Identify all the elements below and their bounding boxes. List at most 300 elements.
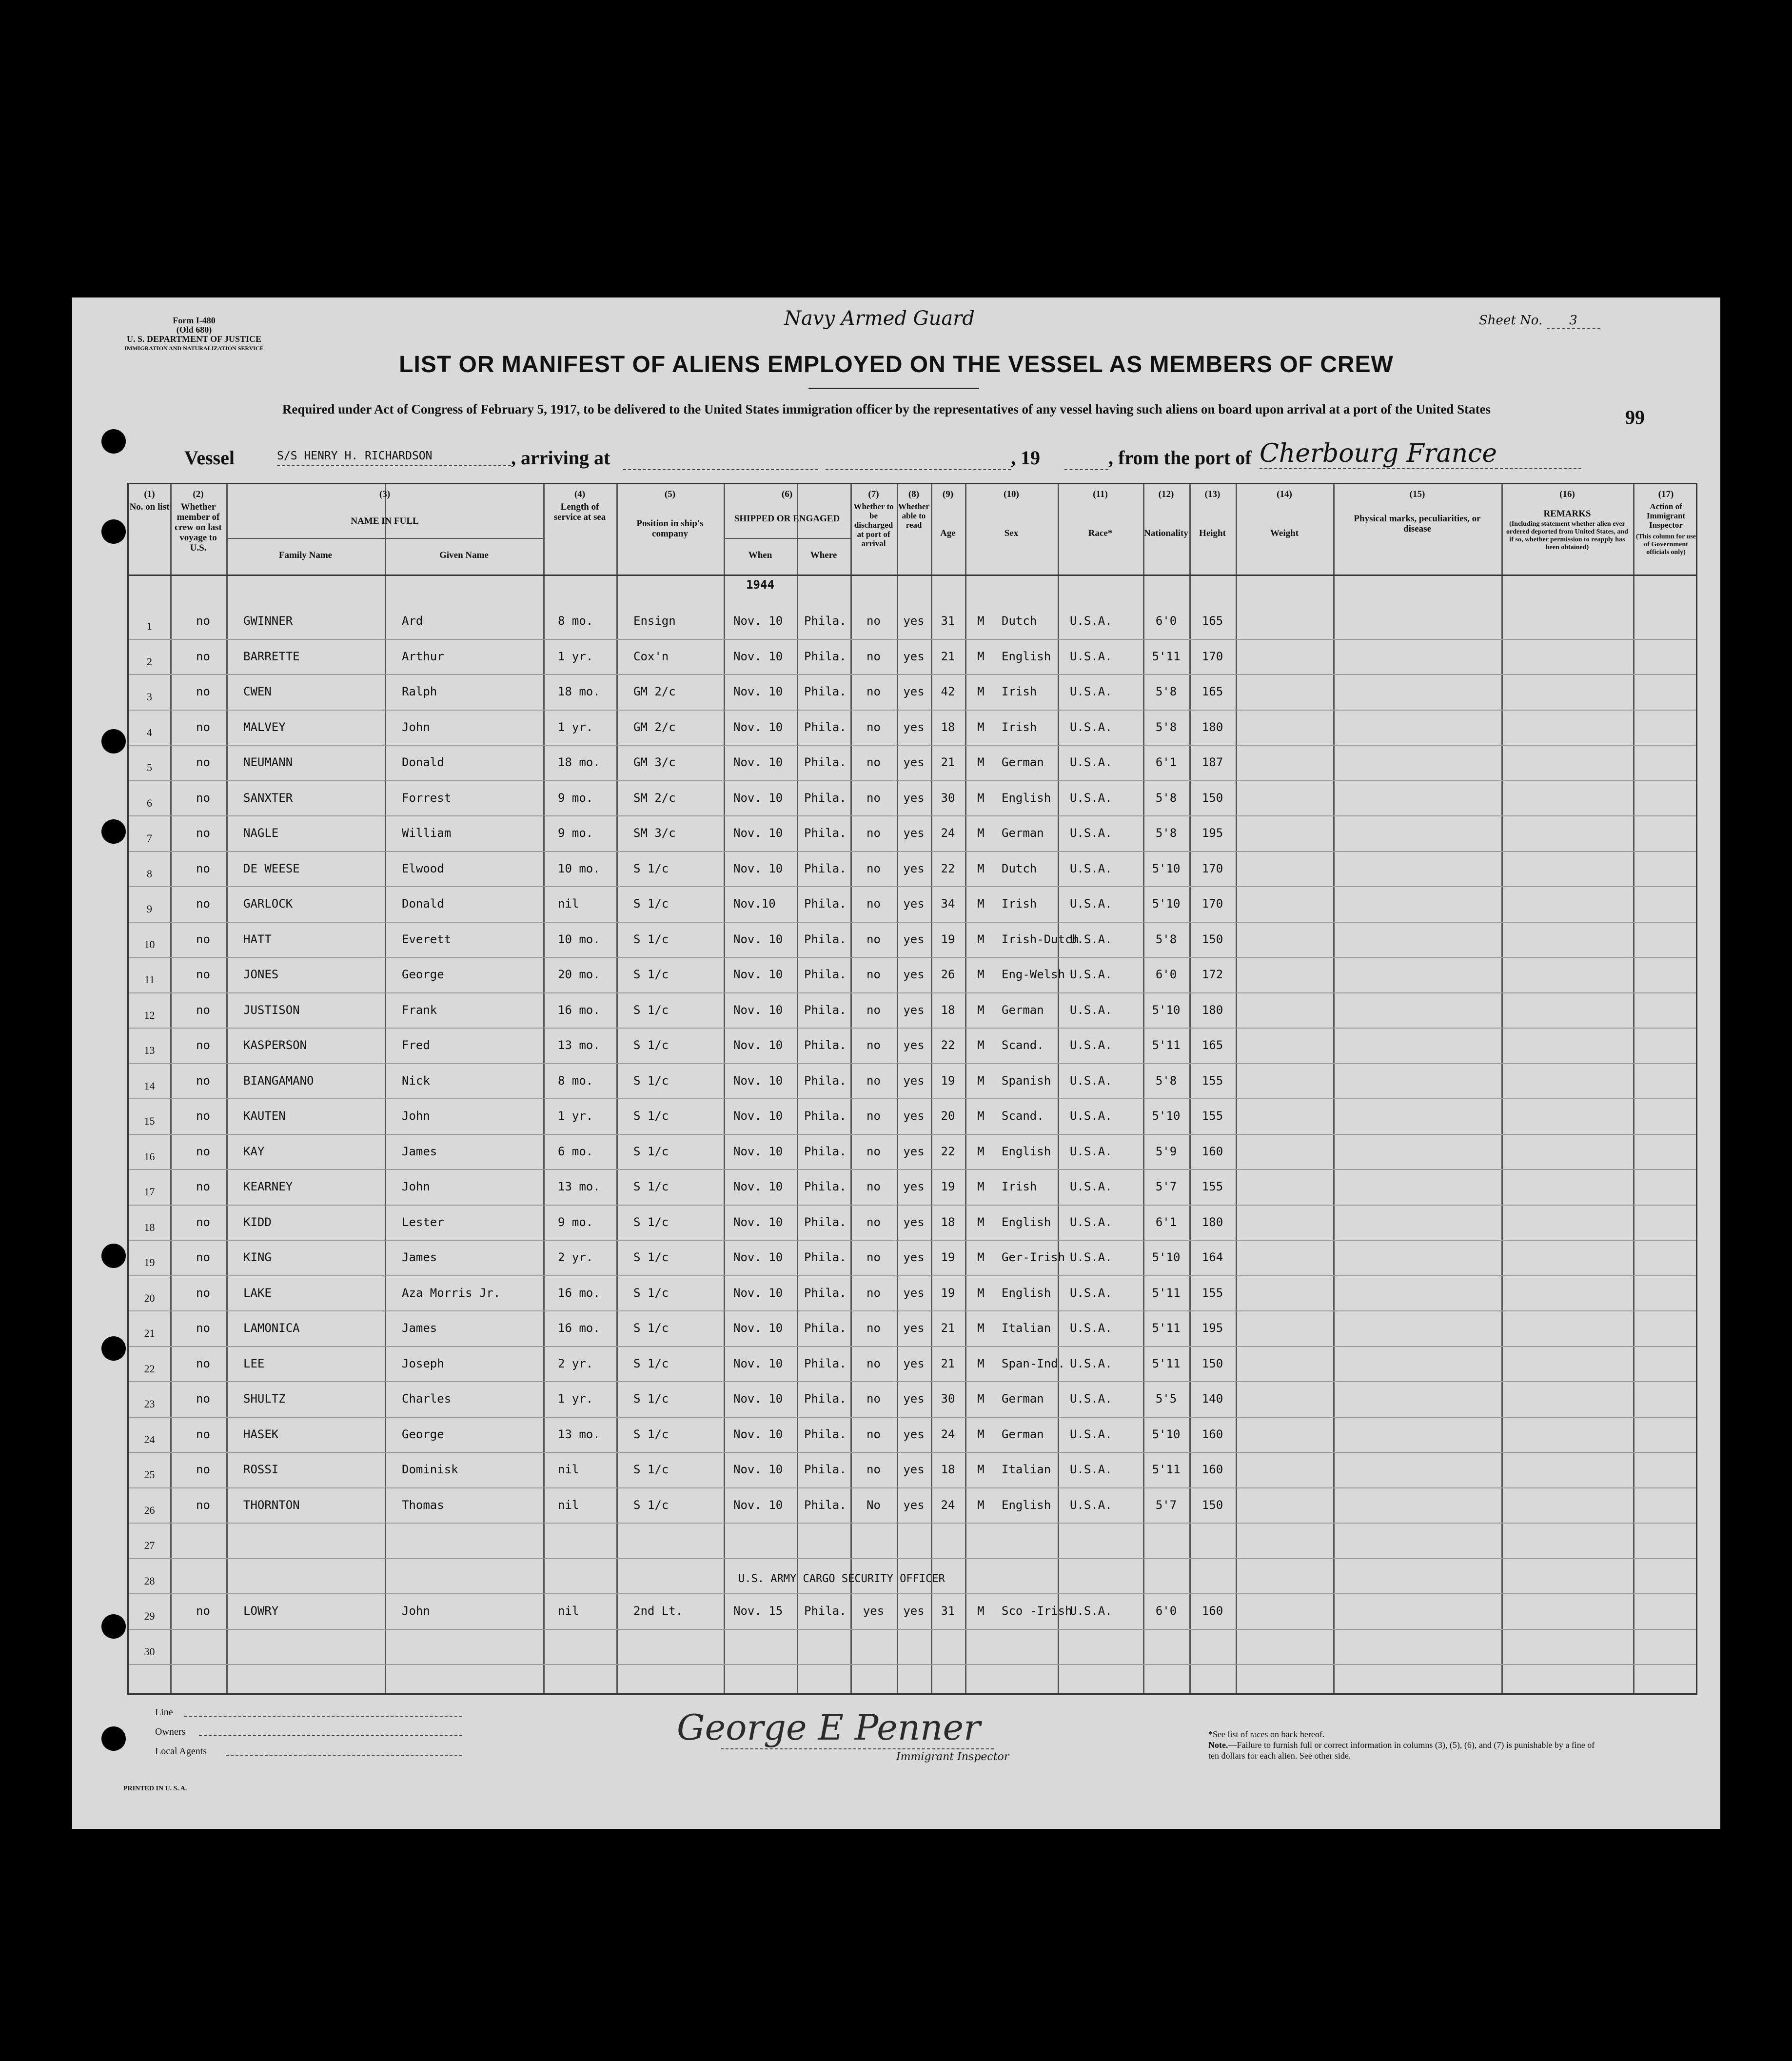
where-header: Where [810,550,837,560]
position-cell: S 1/c [633,1003,669,1017]
shipped-where-cell: Phila. [804,897,847,911]
age-cell: 19 [941,1073,955,1088]
position-cell: SM 2/c [633,791,676,805]
weight-cell: 155 [1201,1073,1223,1088]
col-13-header: Height [1199,528,1226,538]
shipped-when-cell: Nov. 10 [733,1109,783,1123]
prev-voyage-cell: no [196,932,210,946]
family-name-cell: NAGLE [243,826,279,840]
col-3-number: (3) [379,489,391,499]
position-cell: S 1/c [633,1250,669,1264]
race-cell: English [1002,1498,1051,1512]
position-cell: Cox'n [633,649,669,663]
height-cell: 5'9 [1155,1144,1177,1158]
shipped-when-cell: Nov. 10 [733,685,783,698]
sex-cell: M [977,897,985,911]
able-to-read-cell: yes [903,932,925,946]
discharge-cell: no [866,1180,881,1193]
given-name-cell: John [402,1109,430,1123]
weight-cell: 187 [1201,755,1223,769]
col-11-number: (11) [1093,489,1108,499]
family-name-cell: GWINNER [243,614,293,628]
table-row [129,606,1696,635]
col-2-header: Whether member of crew on last voyage to U.S. [175,502,222,553]
table-row [129,1526,1696,1555]
prev-voyage-cell: no [196,1498,210,1512]
service-length-cell: 9 mo. [558,791,593,805]
race-cell: Sco -Irish [1002,1604,1072,1618]
row-number-cell: 26 [144,1504,155,1516]
weight-cell: 155 [1201,1180,1223,1193]
sex-cell: M [977,1427,985,1441]
family-name-cell: KAY [243,1144,265,1158]
age-cell: 22 [941,1144,955,1158]
race-cell: German [1002,826,1044,840]
col-5-number: (5) [664,489,676,499]
sheet-label [1479,313,1600,329]
position-cell: S 1/c [633,1356,669,1370]
weight-cell: 150 [1201,791,1223,805]
binder-hole [101,1726,126,1751]
discharge-cell: no [866,614,881,628]
handwritten-annotation: Navy Armed Guard [784,307,975,330]
discharge-cell: no [866,968,881,981]
shipped-when-cell: Nov. 10 [733,968,783,981]
nationality-cell: U.S.A. [1070,649,1112,663]
family-name-cell: CWEN [243,685,272,698]
race-cell: Irish [1002,720,1037,734]
table-row [129,1490,1696,1520]
age-cell: 21 [941,755,955,769]
printed-in-usa: PRINTED IN U. S. A. [123,1785,187,1792]
nationality-cell: U.S.A. [1070,755,1112,769]
able-to-read-cell: yes [903,1180,925,1193]
position-cell: S 1/c [633,1427,669,1441]
discharge-cell: no [866,1427,881,1441]
able-to-read-cell: yes [903,1498,925,1512]
able-to-read-cell: yes [903,968,925,981]
weight-cell: 140 [1201,1392,1223,1406]
nationality-cell: U.S.A. [1070,1463,1112,1476]
age-cell: 24 [941,1498,955,1512]
shipped-when-cell: Nov. 10 [733,1356,783,1370]
action-note: (This column for use of Government officials only) [1635,533,1696,556]
nationality-cell: U.S.A. [1070,1003,1112,1017]
sex-cell: M [977,755,985,769]
weight-cell: 180 [1201,1003,1223,1017]
sex-cell: M [977,1109,985,1123]
col-15-header: Physical marks, peculiarities, or disease [1354,514,1481,534]
service-length-cell: 20 mo. [558,968,600,981]
family-name-cell: BIANGAMANO [243,1073,314,1088]
nationality-cell: U.S.A. [1070,1109,1112,1123]
row-number-cell: 22 [144,1362,155,1375]
manifest-sheet [72,297,1720,1829]
race-cell: English [1002,791,1051,805]
height-cell: 5'10 [1152,861,1181,875]
height-cell: 6'0 [1155,968,1177,981]
height-cell: 5'8 [1155,826,1177,840]
shipped-where-cell: Phila. [804,1180,847,1193]
height-cell: 5'8 [1155,932,1177,946]
prev-voyage-cell: no [196,649,210,663]
nationality-cell: U.S.A. [1070,1073,1112,1088]
position-cell: Ensign [633,614,676,628]
sheet-number: 3 [1547,313,1600,329]
local-agents-label: Local Agents [155,1746,207,1757]
year-field [1064,469,1108,470]
col-12-number: (12) [1158,489,1174,499]
position-cell: GM 2/c [633,720,676,734]
form-number: Form I-480 [173,316,216,325]
race-cell: Scand. [1002,1038,1044,1052]
height-cell: 5'10 [1152,1250,1181,1264]
shipped-when-cell: Nov. 10 [733,1498,783,1512]
col-5-header: Position in ship's company [636,518,704,539]
sex-cell: M [977,861,985,875]
shipped-where-cell: Phila. [804,1463,847,1476]
row-number-cell: 2 [147,655,152,668]
table-row [129,783,1696,813]
race-cell: German [1002,1392,1044,1406]
height-cell: 5'11 [1152,1463,1181,1476]
weight-cell: 165 [1201,1038,1223,1052]
service-length-cell: 16 mo. [558,1286,600,1300]
year-note: 1944 [746,578,774,592]
shipped-where-cell: Phila. [804,791,847,805]
col-14-number: (14) [1277,489,1292,499]
family-name-cell: KAUTEN [243,1109,286,1123]
given-name-cell: George [402,968,444,981]
able-to-read-cell: yes [903,1109,925,1123]
race-cell: German [1002,1003,1044,1017]
position-cell: S 1/c [633,1215,669,1229]
shipped-when-cell: Nov. 10 [733,1144,783,1158]
nationality-cell: U.S.A. [1070,1498,1112,1512]
table-row [129,1420,1696,1449]
prev-voyage-cell: no [196,614,210,628]
age-cell: 22 [941,861,955,875]
col-16-header: REMARKS [1543,509,1591,519]
row-number-cell: 15 [144,1115,155,1127]
row-number-cell: 28 [144,1574,155,1587]
family-name-cell: KING [243,1250,272,1264]
prev-voyage-cell: no [196,1356,210,1370]
weight-cell: 164 [1201,1250,1223,1264]
shipped-where-cell: Phila. [804,685,847,698]
shipped-when-cell: Nov. 10 [733,861,783,875]
race-cell: Irish [1002,685,1037,698]
discharge-cell: no [866,685,881,698]
shipped-when-cell: Nov. 10 [733,1463,783,1476]
service-length-cell: 18 mo. [558,755,600,769]
height-cell: 5'8 [1155,685,1177,698]
weight-cell: 160 [1201,1463,1223,1476]
weight-cell: 172 [1201,968,1223,981]
weight-cell: 180 [1201,1215,1223,1229]
col-1-number: (1) [144,489,155,499]
service-name: IMMIGRATION AND NATURALIZATION SERVICE [124,345,264,352]
weight-cell: 160 [1201,1144,1223,1158]
local-agents-field [226,1755,462,1756]
position-cell: GM 2/c [633,685,676,698]
row-number-cell: 23 [144,1398,155,1410]
weight-cell: 155 [1201,1286,1223,1300]
discharge-cell: no [866,1109,881,1123]
table-row [129,1101,1696,1130]
service-length-cell: 10 mo. [558,932,600,946]
height-cell: 6'0 [1155,614,1177,628]
able-to-read-cell: yes [903,1250,925,1264]
shipped-where-cell: Phila. [804,1427,847,1441]
given-name-cell: Ard [402,614,423,628]
crew-table [127,483,1697,1695]
table-row [129,1066,1696,1095]
family-name-cell: NEUMANN [243,755,293,769]
col-4-header: Length of service at sea [553,502,606,522]
sex-cell: M [977,1144,985,1158]
sheet-label-text: Sheet No. [1479,313,1543,328]
shipped-where-cell: Phila. [804,614,847,628]
shipped-when-cell: Nov. 15 [733,1604,783,1618]
discharge-cell: no [866,861,881,875]
discharge-cell: no [866,1003,881,1017]
sex-cell: M [977,1463,985,1476]
owners-field [199,1735,462,1736]
sex-cell: M [977,1604,985,1618]
row-number-cell: 5 [147,761,152,773]
race-cell: English [1002,649,1051,663]
nationality-cell: U.S.A. [1070,1250,1112,1264]
service-length-cell: 16 mo. [558,1003,600,1017]
nationality-cell: U.S.A. [1070,614,1112,628]
col-10-number: (10) [1004,489,1019,499]
weight-cell: 165 [1201,614,1223,628]
sex-cell: M [977,614,985,628]
prev-voyage-cell: no [196,1286,210,1300]
row-number-cell: 24 [144,1433,155,1446]
able-to-read-cell: yes [903,1286,925,1300]
row-number-cell: 25 [144,1468,155,1481]
nationality-cell: U.S.A. [1070,932,1112,946]
col-17-number: (17) [1658,489,1674,499]
race-cell: Spanish [1002,1073,1051,1088]
race-cell: Eng-Welsh [1002,968,1065,981]
discharge-cell: no [866,1463,881,1476]
nationality-cell: U.S.A. [1070,861,1112,875]
nationality-cell: U.S.A. [1070,897,1112,911]
family-name-cell: JUSTISON [243,1003,300,1017]
prev-voyage-cell: no [196,720,210,734]
able-to-read-cell: yes [903,1003,925,1017]
nationality-cell: U.S.A. [1070,1215,1112,1229]
row-number-cell: 20 [144,1291,155,1304]
shipped-where-cell: Phila. [804,1356,847,1370]
able-to-read-cell: yes [903,791,925,805]
shipped-where-cell: Phila. [804,1286,847,1300]
height-cell: 5'11 [1152,1356,1181,1370]
binder-hole [101,819,126,844]
shipped-where-cell: Phila. [804,1109,847,1123]
given-name-cell: Lester [402,1215,444,1229]
position-cell: S 1/c [633,861,669,875]
weight-cell: 150 [1201,1498,1223,1512]
shipped-when-cell: Nov. 10 [733,932,783,946]
discharge-cell: no [866,1038,881,1052]
prev-voyage-cell: no [196,1144,210,1158]
prev-voyage-cell: no [196,1392,210,1406]
family-name-cell: HATT [243,932,272,946]
from-port: Cherbourg France [1260,439,1581,469]
shipped-when-cell: Nov. 10 [733,1286,783,1300]
shipped-where-cell: Phila. [804,1498,847,1512]
col-15-number: (15) [1409,489,1425,499]
row-number-cell: 11 [144,973,155,986]
race-cell: Ger-Irish [1002,1250,1065,1264]
service-length-cell: 8 mo. [558,1073,593,1088]
race-cell: Irish [1002,1180,1037,1193]
races-note: *See list of races on back hereof. [1208,1729,1325,1739]
col-7-number: (7) [868,489,879,499]
family-name-header: Family Name [278,550,333,560]
age-cell: 19 [941,1180,955,1193]
sex-cell: M [977,1250,985,1264]
shipped-where-cell: Phila. [804,1038,847,1052]
able-to-read-cell: yes [903,685,925,698]
discharge-cell: no [866,1073,881,1088]
family-name-cell: BARRETTE [243,649,300,663]
family-name-cell: KEARNEY [243,1180,293,1193]
sex-cell: M [977,1038,985,1052]
race-cell: Dutch [1002,614,1037,628]
vessel-label: Vessel [184,447,235,469]
row-number-cell: 8 [147,867,152,880]
service-length-cell: 1 yr. [558,1392,593,1406]
table-row [129,854,1696,883]
family-name-cell: KASPERSON [243,1038,307,1052]
shipped-where-cell: Phila. [804,968,847,981]
height-cell: 6'1 [1155,755,1177,769]
position-cell: S 1/c [633,1038,669,1052]
nationality-cell: U.S.A. [1070,1392,1112,1406]
height-cell: 5'8 [1155,1073,1177,1088]
given-name-cell: Forrest [402,791,452,805]
height-cell: 5'11 [1152,649,1181,663]
nationality-cell: U.S.A. [1070,968,1112,981]
col-16-number: (16) [1559,489,1575,499]
page-title: LIST OR MANIFEST OF ALIENS EMPLOYED ON THE VESSEL AS MEMBERS OF CREW [399,352,1394,377]
table-row [129,889,1696,918]
weight-cell: 160 [1201,1604,1223,1618]
form-subtitle: Required under Act of Congress of February 5, 1917, to be delivered to the United States immigration officer by the representatives of any vessel having such aliens on board upon arrival at a port of the United States [282,402,1491,416]
col-13-number: (13) [1204,489,1221,499]
discharge-cell: no [866,791,881,805]
prev-voyage-cell: no [196,897,210,911]
given-name-header: Given Name [439,550,489,560]
given-name-cell: Charles [402,1392,452,1406]
height-cell: 5'11 [1152,1038,1181,1052]
sex-cell: M [977,1321,985,1335]
height-cell: 5'8 [1155,791,1177,805]
nationality-cell: U.S.A. [1070,826,1112,840]
footer-note [1208,1729,1598,1761]
discharge-cell: no [866,755,881,769]
nationality-cell: U.S.A. [1070,1286,1112,1300]
shipped-where-cell: Phila. [804,755,847,769]
table-row [129,1172,1696,1201]
arriving-label: , arriving at [511,447,610,469]
nationality-cell: U.S.A. [1070,1427,1112,1441]
title-underline [808,388,979,389]
prev-voyage-cell: no [196,1250,210,1264]
age-cell: 18 [941,720,955,734]
height-cell: 6'0 [1155,1604,1177,1618]
shipped-when-cell: Nov. 10 [733,1003,783,1017]
able-to-read-cell: yes [903,1215,925,1229]
prev-voyage-cell: no [196,968,210,981]
weight-cell: 150 [1201,1356,1223,1370]
height-cell: 6'1 [1155,1215,1177,1229]
race-cell: German [1002,755,1044,769]
shipped-where-cell: Phila. [804,1215,847,1229]
service-length-cell: 1 yr. [558,720,593,734]
sex-cell: M [977,1073,985,1088]
binder-hole [101,519,126,544]
shipped-when-cell: Nov. 10 [733,1427,783,1441]
given-name-cell: John [402,1604,430,1618]
service-length-cell: 13 mo. [558,1180,600,1193]
service-length-cell: nil [558,1463,579,1476]
given-name-cell: Aza Morris Jr. [402,1286,501,1300]
age-cell: 19 [941,1250,955,1264]
shipped-when-cell: Nov. 10 [733,1250,783,1264]
given-name-cell: John [402,1180,430,1193]
age-cell: 24 [941,826,955,840]
nationality-cell: U.S.A. [1070,1180,1112,1193]
table-row [129,1349,1696,1378]
given-name-cell: Everett [402,932,452,946]
sex-cell: M [977,1215,985,1229]
prev-voyage-cell: no [196,1463,210,1476]
row-number-cell: 1 [147,620,152,632]
when-header: When [748,550,772,560]
discharge-cell: no [866,1321,881,1335]
discharge-cell: no [866,1392,881,1406]
given-name-cell: James [402,1250,437,1264]
col-17-header: Action of Immigrant Inspector [1646,502,1686,530]
col-7-header: Whether to be discharged at port of arrival [853,502,894,548]
height-cell: 5'10 [1152,897,1181,911]
col-9-header: Age [940,528,956,538]
age-cell: 21 [941,1321,955,1335]
age-cell: 19 [941,932,955,946]
binder-hole [101,1244,126,1268]
position-cell: S 1/c [633,1180,669,1193]
position-cell: S 1/c [633,1392,669,1406]
row-number-cell: 30 [144,1645,155,1658]
row-number-cell: 21 [144,1327,155,1339]
age-cell: 18 [941,1003,955,1017]
nationality-cell: U.S.A. [1070,685,1112,698]
height-cell: 5'10 [1152,1427,1181,1441]
table-row [129,995,1696,1025]
binder-hole [101,1336,126,1361]
given-name-cell: James [402,1144,437,1158]
shipped-when-cell: Nov. 10 [733,755,783,769]
family-name-cell: JONES [243,968,279,981]
date-field [826,469,1011,470]
height-cell: 5'5 [1155,1392,1177,1406]
